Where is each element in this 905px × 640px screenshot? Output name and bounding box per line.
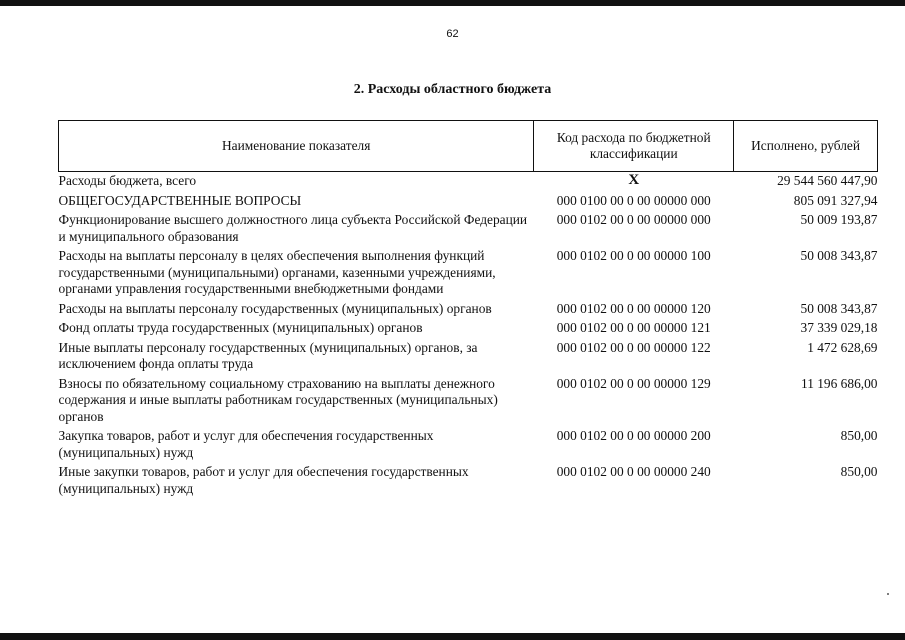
table-row: [59, 339, 878, 375]
row-amount: 37 339 029,18: [800, 320, 878, 335]
section-title: 2. Расходы областного бюджета: [353, 82, 552, 97]
row-amount: 850,00: [840, 464, 878, 479]
table-row: [59, 463, 878, 499]
header-code: Код расхода по бюджетной классификации: [534, 121, 734, 172]
row-name: Иные закупки товаров, работ и услуг для обеспечения государственных (муниципальных) нужд: [58, 464, 469, 496]
row-code: 000 0102 00 0 00 00000 122: [556, 339, 711, 355]
table-row: [59, 300, 878, 320]
row-name: Фонд оплаты труда государственных (муниципальных) органов: [58, 320, 423, 335]
row-amount: 50 008 343,87: [800, 300, 878, 316]
budget-expenses-table: [58, 120, 878, 499]
table-row: [59, 172, 878, 192]
row-amount: 50 009 193,87: [800, 212, 878, 227]
row-amount: 850,00: [840, 428, 878, 443]
row-amount: 29 544 560 447,90: [777, 173, 878, 188]
row-name: Закупка товаров, работ и услуг для обеспечения государственных (муниципальных) нужд: [58, 428, 434, 460]
row-name: ОБЩЕГОСУДАРСТВЕННЫЕ ВОПРОСЫ: [58, 192, 302, 208]
top-border-bar: [0, 0, 905, 6]
header-amount: Исполнено, рублей: [734, 121, 878, 172]
row-code: 000 0102 00 0 00 00000 120: [556, 300, 711, 316]
row-code: 000 0102 00 0 00 00000 121: [556, 320, 711, 335]
row-code: 000 0102 00 0 00 00000 200: [556, 428, 711, 443]
row-code: X: [628, 172, 640, 188]
row-amount: 11 196 686,00: [801, 375, 878, 391]
row-amount: 50 008 343,87: [800, 248, 878, 263]
table-row: [59, 247, 878, 300]
row-code: 000 0102 00 0 00 00000 100: [556, 248, 711, 263]
row-code: 000 0102 00 0 00 00000 000: [556, 212, 711, 227]
row-name: Иные выплаты персоналу государственных (муниципальных) органов, за исключением фонда оплаты труда: [58, 339, 478, 371]
row-code: 000 0100 00 0 00 00000 000: [556, 192, 711, 208]
row-name: Расходы на выплаты персоналу в целях обеспечения выполнения функций государственными (муниципальными) органами, казенными учреждениями, органами управления государственными внебюджетными фондами: [58, 248, 496, 296]
table-row: [59, 211, 878, 247]
row-amount: 805 091 327,94: [793, 192, 878, 208]
table-row: [59, 192, 878, 212]
table-row: [59, 375, 878, 428]
row-name: Функционирование высшего должностного лица субъекта Российской Федерации и муниципального образования: [58, 212, 528, 244]
bottom-border-bar: [0, 633, 905, 640]
row-name: Взносы по обязательному социальному страхованию на выплаты денежного содержания и иные выплаты работникам государственных (муниципальных) органов: [58, 375, 498, 424]
row-code: 000 0102 00 0 00 00000 129: [556, 375, 711, 391]
row-amount: 1 472 628,69: [807, 339, 878, 355]
row-name: Расходы на выплаты персоналу государственных (муниципальных) органов: [58, 300, 492, 316]
scan-speck: [887, 593, 889, 595]
table-row: [59, 427, 878, 463]
row-code: 000 0102 00 0 00 00000 240: [556, 464, 711, 479]
header-name: Наименование показателя: [59, 121, 534, 172]
page-number: 62: [446, 28, 459, 40]
table-row: [59, 319, 878, 339]
table-header-row: [59, 121, 878, 172]
row-name: Расходы бюджета, всего: [58, 173, 197, 188]
